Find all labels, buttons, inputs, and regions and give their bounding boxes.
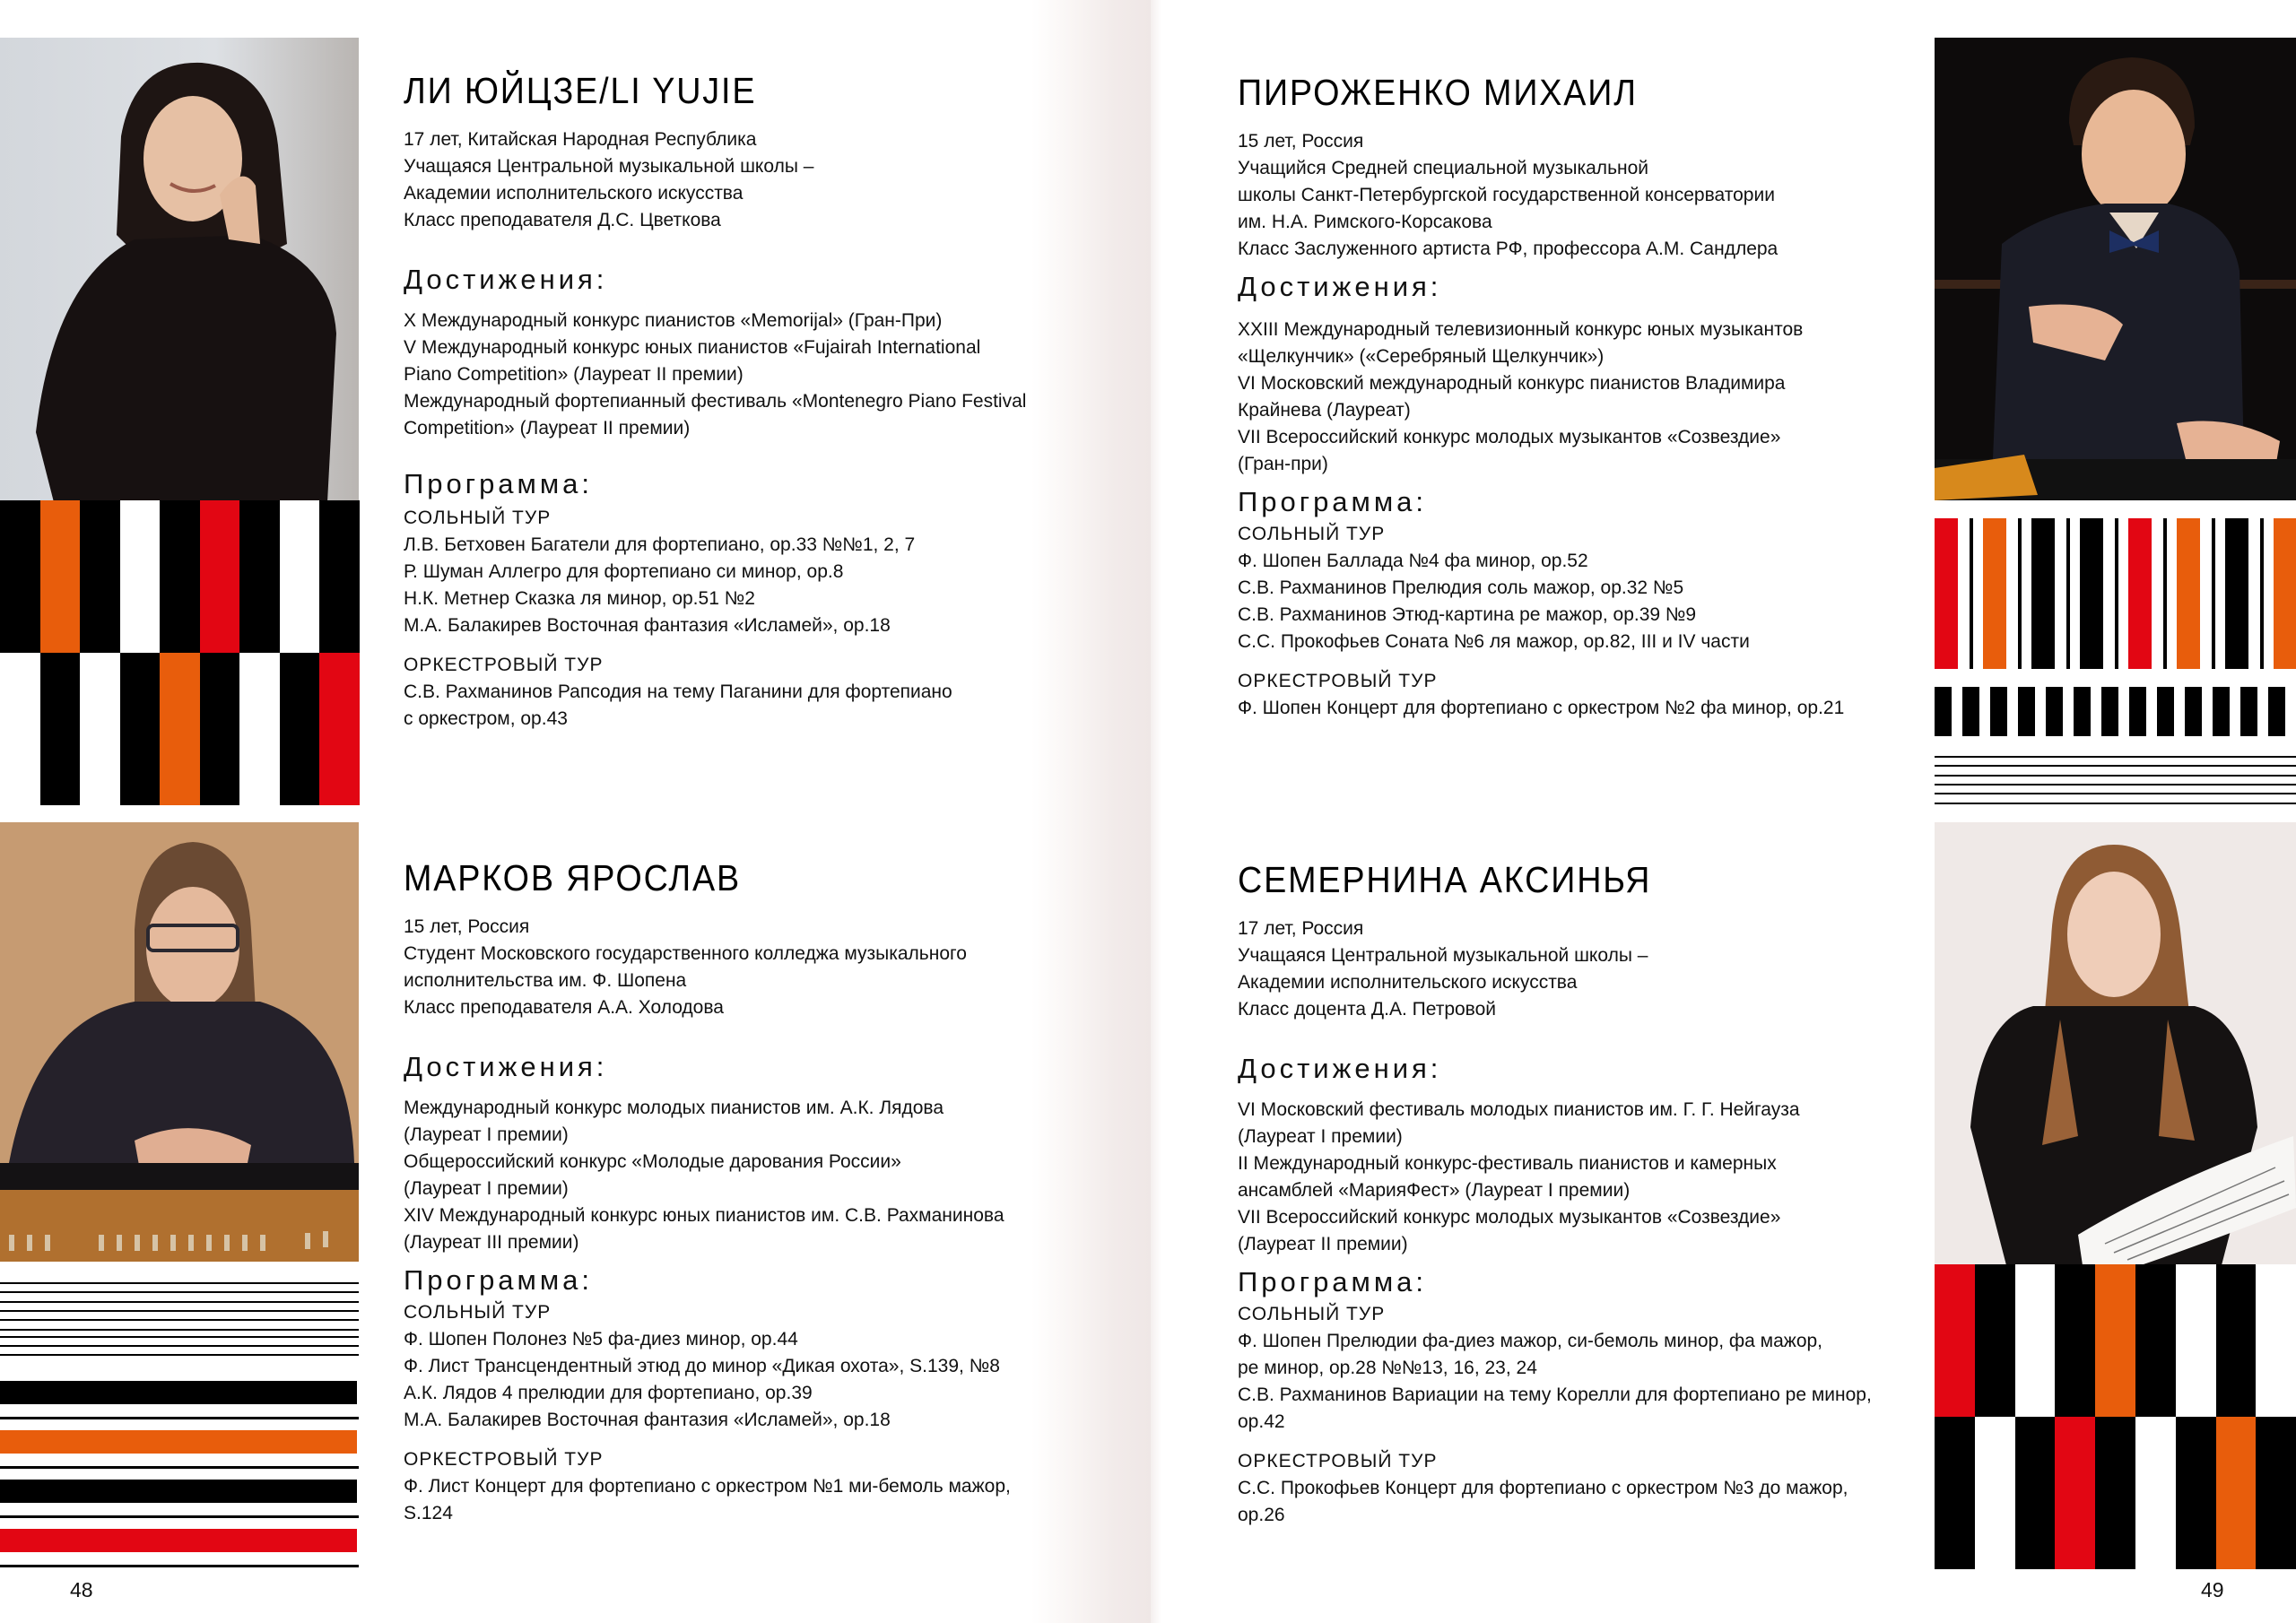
orchestra-round-heading: ОРКЕСТРОВЫЙ ТУР <box>1238 1451 1438 1472</box>
staff-line <box>0 1329 359 1331</box>
text-line: (Гран-при) <box>1238 454 1328 475</box>
barcode-bar <box>2225 518 2248 669</box>
barcode-bar <box>2031 518 2055 669</box>
text-line: Ф. Шопен Полонез №5 фа-диез минор, ор.44 <box>404 1329 798 1350</box>
text-line: X Международный конкурс пианистов «Memorijal» (Гран-При) <box>404 310 943 332</box>
text-line: Крайнева (Лауреат) <box>1238 400 1411 421</box>
text-line: Piano Competition» (Лауреат II премии) <box>404 364 744 386</box>
text-line: 15 лет, Россия <box>404 916 530 938</box>
pattern-cell <box>2256 1264 2296 1417</box>
pattern-cell <box>80 500 120 653</box>
staff-line <box>0 1291 359 1293</box>
barcode-thin-bar <box>2115 518 2118 669</box>
text-line: ор.26 <box>1238 1505 1285 1526</box>
achievements-heading: Достижения: <box>1238 1053 1442 1085</box>
thin-band <box>0 1565 359 1567</box>
text-line: школы Санкт-Петербургской государственной консерватории <box>1238 185 1775 206</box>
text-line: Академии исполнительского искусства <box>1238 972 1578 994</box>
color-band <box>0 1381 357 1404</box>
orchestra-round-heading: ОРКЕСТРОВЫЙ ТУР <box>404 1449 604 1471</box>
pattern-cell <box>1935 1417 1975 1569</box>
text-line: С.В. Рахманинов Рапсодия на тему Паганини для фортепиано <box>404 681 952 703</box>
orchestra-round-list <box>1238 1475 1919 1529</box>
barcode-thin-bar <box>2066 518 2070 669</box>
pattern-cell <box>200 500 240 653</box>
text-line: Учащаяся Центральной музыкальной школы – <box>404 156 814 178</box>
text-line: 15 лет, Россия <box>1238 131 1364 152</box>
solo-round-heading: СОЛЬНЫЙ ТУР <box>1238 1304 1386 1325</box>
bio-li-yujie <box>404 72 1085 733</box>
text-line: Международный фортепианный фестиваль «Montenegro Piano Festival <box>404 391 1027 412</box>
text-line: Класс преподавателя А.А. Холодова <box>404 997 724 1019</box>
pattern-cell <box>239 653 280 805</box>
pattern-cell <box>2216 1264 2257 1417</box>
pattern-cell <box>280 500 320 653</box>
achievements-heading: Достижения: <box>404 264 608 296</box>
participant-info <box>404 126 1085 234</box>
decorative-piano-pattern-top-left <box>0 500 359 805</box>
decorative-stripe-pattern-bottom-left <box>0 1282 359 1569</box>
pattern-cell <box>120 500 161 653</box>
barcode-bar <box>2177 518 2200 669</box>
solo-round-list <box>404 1326 1085 1434</box>
barcode-thin-bar <box>2163 518 2167 669</box>
pattern-cell <box>2176 1417 2216 1569</box>
key-bar <box>2074 687 2091 736</box>
staff-line <box>1935 784 2296 785</box>
pattern-cell <box>319 653 360 805</box>
pattern-cell <box>280 653 320 805</box>
page-number-right: 49 <box>2201 1578 2224 1601</box>
barcode-thin-bar <box>2018 518 2022 669</box>
text-line: Ф. Лист Концерт для фортепиано с оркестром №1 ми-бемоль мажор, <box>404 1476 1011 1497</box>
participant-info <box>1238 916 1919 1023</box>
bio-pirozhenko-mikhail <box>1238 74 1919 722</box>
text-line: М.А. Балакирев Восточная фантазия «Исламей», ор.18 <box>404 615 891 637</box>
text-line: Л.В. Бетховен Багатели для фортепиано, ор.33 №№1, 2, 7 <box>404 534 916 556</box>
thin-band <box>0 1417 359 1419</box>
pattern-cell <box>2216 1417 2257 1569</box>
text-line: VI Московский фестиваль молодых пианистов им. Г. Г. Нейгауза <box>1238 1099 1800 1121</box>
text-line: Класс преподавателя Д.С. Цветкова <box>404 210 721 231</box>
key-bar <box>2018 687 2035 736</box>
staff-line <box>0 1336 359 1338</box>
pattern-cell <box>2055 1264 2095 1417</box>
solo-round-heading: СОЛЬНЫЙ ТУР <box>1238 524 1386 545</box>
text-line: 17 лет, Китайская Народная Республика <box>404 129 757 151</box>
staff-line <box>1935 803 2296 804</box>
text-line: М.А. Балакирев Восточная фантазия «Исламей», ор.18 <box>404 1410 891 1431</box>
photo-pirozhenko-mikhail <box>1935 38 2296 500</box>
decorative-piano-pattern-bottom-right <box>1935 1264 2296 1569</box>
text-line: VI Московский международный конкурс пианистов Владимира <box>1238 373 1786 395</box>
text-line: XXIII Международный телевизионный конкурс юных музыкантов <box>1238 319 1804 341</box>
key-bar <box>2240 687 2257 736</box>
text-line: ре минор, ор.28 №№13, 16, 23, 24 <box>1238 1358 1537 1379</box>
text-line: Р. Шуман Аллегро для фортепиано си минор, ор.8 <box>404 561 844 583</box>
key-bar <box>2185 687 2202 736</box>
pattern-cell <box>2176 1264 2216 1417</box>
achievements-heading: Достижения: <box>404 1051 608 1083</box>
text-line: Учащийся Средней специальной музыкальной <box>1238 158 1649 179</box>
staff-line <box>0 1282 359 1284</box>
text-line: С.В. Рахманинов Прелюдия соль мажор, ор.32 №5 <box>1238 577 1684 599</box>
decorative-barcode-pattern-top-right <box>1935 518 2296 805</box>
text-line: II Международный конкурс-фестиваль пианистов и камерных <box>1238 1153 1777 1175</box>
program-heading: Программа: <box>404 1264 594 1297</box>
pattern-cell <box>2135 1417 2176 1569</box>
text-line: S.124 <box>404 1503 453 1524</box>
achievements-list <box>404 308 1085 442</box>
pattern-cell <box>200 653 240 805</box>
text-line: Общероссийский конкурс «Молодые дарования России» <box>404 1151 901 1173</box>
orchestra-round-heading: ОРКЕСТРОВЫЙ ТУР <box>404 655 604 676</box>
pattern-cell <box>160 653 200 805</box>
pattern-cell <box>1935 1264 1975 1417</box>
photo-li-yujie <box>0 38 359 502</box>
barcode-bar <box>2274 518 2296 669</box>
achievements-list <box>1238 1097 1919 1258</box>
participant-name: СЕМЕРНИНА АКСИНЬЯ <box>1238 859 1652 900</box>
program-heading: Программа: <box>1238 486 1428 518</box>
text-line: С.В. Рахманинов Этюд-картина ре мажор, ор.39 №9 <box>1238 604 1697 626</box>
pattern-cell <box>2015 1264 2056 1417</box>
solo-round-list <box>1238 1328 1919 1436</box>
text-line: VII Всероссийский конкурс молодых музыкантов «Созвездие» <box>1238 1207 1781 1228</box>
solo-round-list <box>404 532 1085 639</box>
text-line: «Щелкунчик» («Серебряный Щелкунчик») <box>1238 346 1605 368</box>
barcode-thin-bar <box>2260 518 2264 669</box>
text-line: Класс доцента Д.А. Петровой <box>1238 999 1497 1020</box>
key-bar <box>1935 687 1952 736</box>
text-line: (Лауреат III премии) <box>404 1232 579 1254</box>
key-bar <box>2268 687 2285 736</box>
book-gutter-edge <box>1151 0 1161 1623</box>
text-line: XIV Международный конкурс юных пианистов им. С.В. Рахманинова <box>404 1205 1004 1227</box>
key-bar <box>2213 687 2230 736</box>
participant-name: МАРКОВ ЯРОСЛАВ <box>404 857 742 898</box>
staff-line <box>0 1345 359 1347</box>
pattern-cell <box>1975 1264 2015 1417</box>
pattern-cell <box>2095 1264 2135 1417</box>
barcode-bar <box>2128 518 2152 669</box>
pattern-cell <box>319 500 360 653</box>
text-line: 17 лет, Россия <box>1238 918 1364 940</box>
pattern-cell <box>0 500 40 653</box>
pattern-cell <box>80 653 120 805</box>
pattern-cell <box>239 500 280 653</box>
achievements-list <box>1238 317 1919 478</box>
text-line: VII Всероссийский конкурс молодых музыкантов «Созвездие» <box>1238 427 1781 448</box>
orchestra-round-list <box>1238 695 1919 722</box>
photo-semernina-aksinya <box>1935 822 2296 1265</box>
photo-markov-yaroslav <box>0 822 359 1262</box>
achievements-list <box>404 1095 1085 1256</box>
key-bar <box>1990 687 2007 736</box>
page-number-left: 48 <box>70 1578 93 1601</box>
solo-round-heading: СОЛЬНЫЙ ТУР <box>404 1302 552 1324</box>
text-line: ансамблей «МарияФест» (Лауреат I премии) <box>1238 1180 1631 1202</box>
bio-markov-yaroslav <box>404 859 1085 1527</box>
thin-band <box>0 1515 359 1518</box>
orchestra-round-heading: ОРКЕСТРОВЫЙ ТУР <box>1238 671 1438 692</box>
key-bar <box>2101 687 2118 736</box>
participant-name: ЛИ ЮЙЦЗЕ/LI YUJIE <box>404 70 757 111</box>
key-bar <box>2129 687 2146 736</box>
barcode-thin-bar <box>1970 518 1973 669</box>
color-band <box>0 1480 357 1503</box>
text-line: Competition» (Лауреат II премии) <box>404 418 691 439</box>
key-bar <box>1962 687 1979 736</box>
pattern-cell <box>1975 1417 2015 1569</box>
barcode-bar <box>2080 518 2103 669</box>
pattern-cell <box>160 500 200 653</box>
text-line: Ф. Лист Трансцендентный этюд до минор «Дикая охота», S.139, №8 <box>404 1356 1000 1377</box>
staff-line <box>1935 756 2296 758</box>
text-line: (Лауреат II премии) <box>1238 1234 1408 1255</box>
pattern-cell <box>40 653 81 805</box>
staff-line <box>0 1310 359 1312</box>
text-line: им. Н.А. Римского-Корсакова <box>1238 212 1492 233</box>
thin-band <box>0 1466 359 1469</box>
key-bar <box>2046 687 2063 736</box>
text-line: Международный конкурс молодых пианистов им. А.К. Лядова <box>404 1098 944 1119</box>
text-line: Учащаяся Центральной музыкальной школы – <box>1238 945 1648 967</box>
pattern-cell <box>2135 1264 2176 1417</box>
pattern-cell <box>0 653 40 805</box>
text-line: ор.42 <box>1238 1411 1285 1433</box>
solo-round-list <box>1238 548 1919 655</box>
text-line: Ф. Шопен Прелюдии фа-диез мажор, си-бемоль минор, фа мажор, <box>1238 1331 1823 1352</box>
text-line: А.К. Лядов 4 прелюдии для фортепиано, ор.39 <box>404 1383 813 1404</box>
text-line: Студент Московского государственного колледжа музыкального <box>404 943 967 965</box>
text-line: с оркестром, ор.43 <box>404 708 568 730</box>
staff-line <box>0 1301 359 1303</box>
program-heading: Программа: <box>404 468 594 500</box>
program-heading: Программа: <box>1238 1266 1428 1298</box>
text-line: С.С. Прокофьев Концерт для фортепиано с оркестром №3 до мажор, <box>1238 1478 1848 1499</box>
pattern-cell <box>40 500 81 653</box>
text-line: исполнительства им. Ф. Шопена <box>404 970 687 992</box>
pattern-cell <box>2055 1417 2095 1569</box>
text-line: Ф. Шопен Концерт для фортепиано с оркестром №2 фа минор, ор.21 <box>1238 698 1845 719</box>
pattern-cell <box>2256 1417 2296 1569</box>
text-line: Ф. Шопен Баллада №4 фа минор, ор.52 <box>1238 551 1588 572</box>
participant-info <box>1238 128 1919 263</box>
staff-line <box>0 1354 359 1356</box>
color-band <box>0 1529 357 1552</box>
bio-semernina-aksinya <box>1238 861 1919 1529</box>
staff-line <box>1935 793 2296 794</box>
text-line: (Лауреат I премии) <box>404 1124 569 1146</box>
text-line: (Лауреат I премии) <box>1238 1126 1403 1148</box>
pattern-cell <box>120 653 161 805</box>
pattern-cell <box>2095 1417 2135 1569</box>
text-line: V Международный конкурс юных пианистов «Fujairah International <box>404 337 981 359</box>
text-line: Класс Заслуженного артиста РФ, профессора А.М. Сандлера <box>1238 239 1779 260</box>
pattern-cell <box>2015 1417 2056 1569</box>
text-line: Н.К. Метнер Сказка ля минор, ор.51 №2 <box>404 588 755 610</box>
staff-line <box>1935 765 2296 767</box>
staff-line <box>1935 775 2296 777</box>
barcode-bar <box>1935 518 1958 669</box>
achievements-heading: Достижения: <box>1238 271 1442 303</box>
barcode-thin-bar <box>2212 518 2215 669</box>
participant-name: ПИРОЖЕНКО МИХАИЛ <box>1238 72 1638 113</box>
participant-info <box>404 914 1085 1021</box>
solo-round-heading: СОЛЬНЫЙ ТУР <box>404 508 552 529</box>
text-line: С.С. Прокофьев Соната №6 ля мажор, ор.82, III и IV части <box>1238 631 1750 653</box>
text-line: (Лауреат I премии) <box>404 1178 569 1200</box>
barcode-bar <box>1983 518 2006 669</box>
orchestra-round-list <box>404 1473 1085 1527</box>
text-line: С.В. Рахманинов Вариации на тему Корелли для фортепиано ре минор, <box>1238 1384 1872 1406</box>
key-bar <box>2157 687 2174 736</box>
staff-line <box>0 1319 359 1321</box>
text-line: Академии исполнительского искусства <box>404 183 744 204</box>
color-band <box>0 1430 357 1454</box>
orchestra-round-list <box>404 679 1085 733</box>
